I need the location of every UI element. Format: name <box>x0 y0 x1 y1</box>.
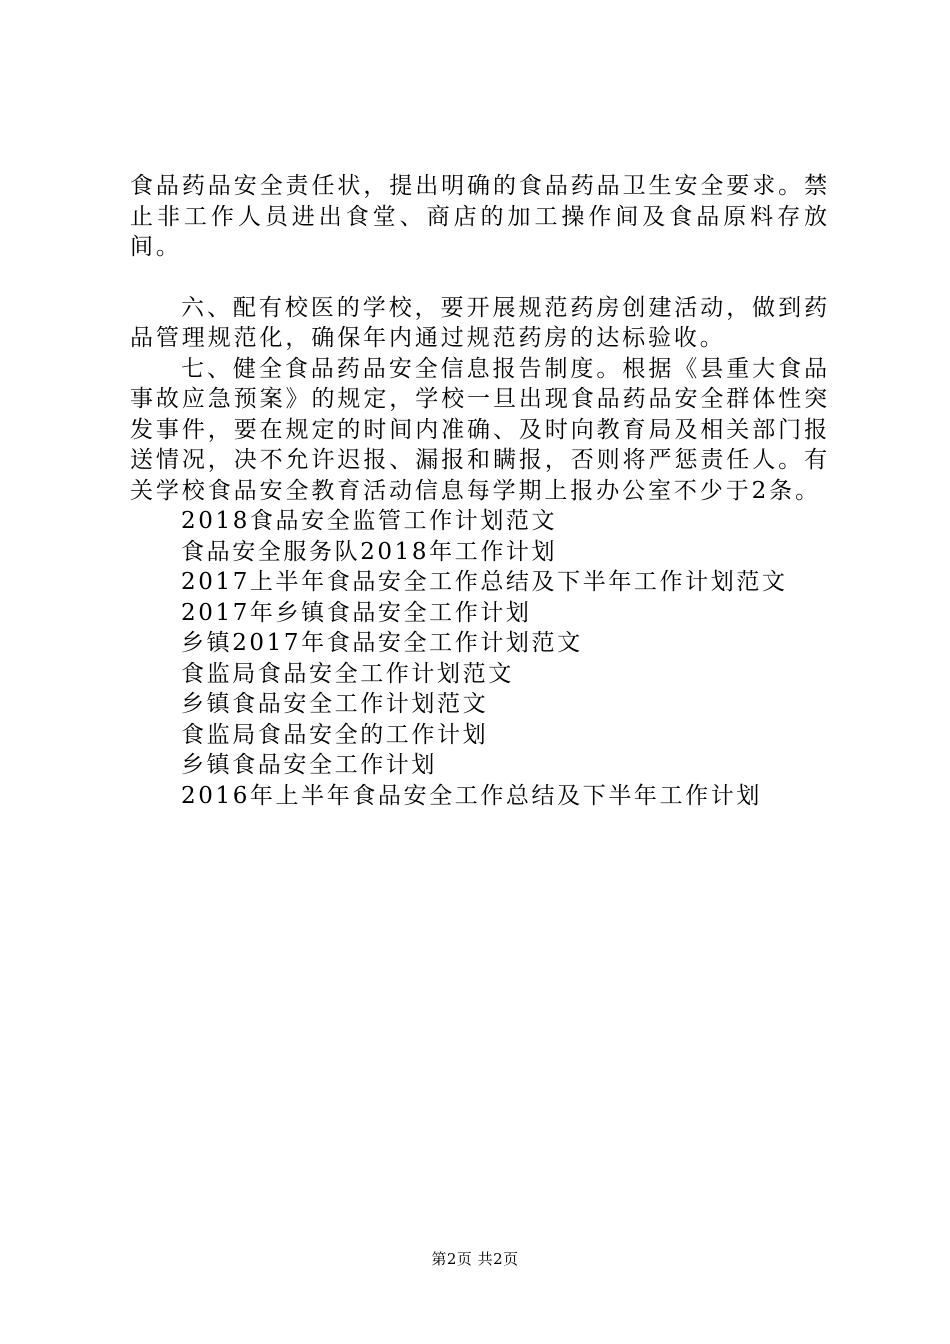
related-link[interactable]: 食品安全服务队2018年工作计划 <box>181 538 558 565</box>
related-link[interactable]: 乡镇食品安全工作计划范文 <box>181 691 489 717</box>
related-link[interactable]: 乡镇2017年食品安全工作计划范文 <box>181 630 583 656</box>
paragraph-item-six: 六、配有校医的学校，要开展规范药房创建活动，做到药品管理规范化，确保年内通过规范药房的达标验收。 <box>130 294 830 351</box>
paragraph-item-seven: 七、健全食品药品安全信息报告制度。根据《县重大食品事故应急预案》的规定，学校一旦出现食品药品安全群体性突发事件，要在规定的时间内准确、及时向教育局及相关部门报送情况，决不允许迟报、漏报和瞒报，否则将严惩责任人。有关学校食品安全教育活动信息每学期上报办公室不少于2条。 <box>130 355 830 504</box>
related-link[interactable]: 食监局食品安全的工作计划 <box>181 721 489 748</box>
related-link[interactable]: 2018食品安全监管工作计划范文 <box>181 508 558 534</box>
page-number-footer: 第2页 共2页 <box>431 1250 519 1268</box>
related-link[interactable]: 乡镇食品安全工作计划 <box>181 752 437 778</box>
related-links-list <box>130 506 830 811</box>
related-link[interactable]: 2017年乡镇食品安全工作计划 <box>181 599 532 626</box>
paragraph-continuation: 食品药品安全责任状，提出明确的食品药品卫生安全要求。禁止非工作人员进出食堂、商店的加工操作间及食品原料存放间。 <box>130 173 830 260</box>
related-link[interactable]: 2017上半年食品安全工作总结及下半年工作计划范文 <box>181 569 788 595</box>
related-link[interactable]: 2016年上半年食品安全工作总结及下半年工作计划 <box>181 782 762 809</box>
document-body <box>130 171 830 811</box>
related-link[interactable]: 食监局食品安全工作计划范文 <box>181 660 514 687</box>
